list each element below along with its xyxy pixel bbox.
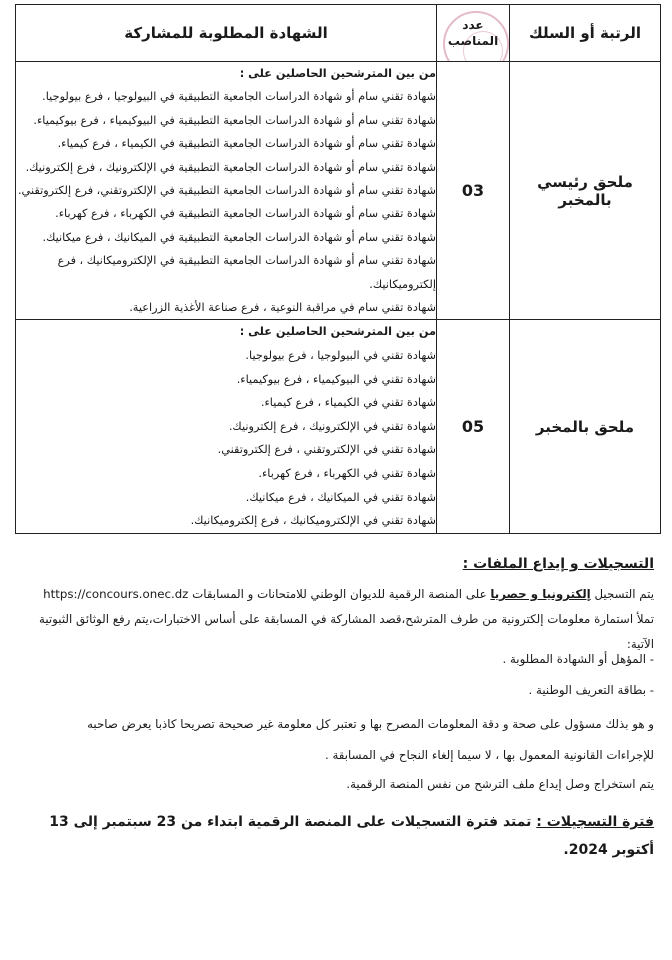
registration-period-text: تمتد فترة التسجيلات على المنصة الرقمية ابتداء من 23 سبتمبر إلى 13 أكتوبر 2024. (49, 814, 654, 858)
qualifications-cell (16, 320, 437, 533)
positions-table (15, 4, 661, 534)
table-row (16, 62, 661, 320)
table-row (16, 320, 661, 533)
receipt-note: يتم استخراج وصل إيداع ملف الترشح من نفس المنصة الرقمية. (346, 777, 654, 791)
qualification-line: شهادة تقني في الكيمياء ، فرع كيمياء. (260, 396, 436, 410)
qualification-line: شهادة تقني سام أو شهادة الدراسات الجامعية التطبيقية في البيوكيمياء ، فرع بيوكيمياء. (33, 113, 436, 127)
rank-cell: ملحق بالمخبر (510, 320, 661, 533)
qualification-line: شهادة تقني في البيوكيمياء ، فرع بيوكيمياء. (236, 372, 436, 386)
qualification-line: شهادة تقني سام أو شهادة الدراسات الجامعية التطبيقية في الإلكتروتقني، فرع إلكتروتقني. (17, 184, 436, 198)
qualification-line: شهادة تقني سام أو شهادة الدراسات الجامعية التطبيقية في البيولوجيا ، فرع بيولوجيا. (42, 90, 436, 104)
qualification-line: شهادة تقني في الإلكتروتقني ، فرع إلكتروتقني. (217, 443, 436, 457)
responsibility-line-1: و هو بذلك مسؤول على صحة و دقة المعلومات المصرح بها و تعتبر كل معلومة غير صحيحة تصريحا كاذبا يعرض صاحبه (87, 717, 654, 731)
qualification-line: شهادة تقني سام أو شهادة الدراسات الجامعية التطبيقية في الإلكترونيك ، فرع إلكترونيك. (25, 160, 436, 174)
qualifications-intro: من بين المترشحين الحاصلين على : (239, 67, 436, 80)
qualification-line: إلكتروميكانيك. (369, 277, 436, 291)
qualification-line: شهادة تقني في الميكانيك ، فرع ميكانيك. (245, 490, 436, 504)
header-rank: الرتبة أو السلك (510, 5, 661, 62)
qualification-line: شهادة تقني في الإلكترونيك ، فرع إلكترونيك. (228, 419, 436, 433)
qualification-line: شهادة تقني سام أو شهادة الدراسات الجامعية التطبيقية في الإلكتروميكانيك ، فرع (57, 254, 436, 268)
positions-count-cell: 03 (437, 62, 510, 320)
emphasis-online: إلكترونيا و حصريا (490, 587, 591, 601)
registration-paragraph-1: يتم التسجيل إلكترونيا و حصريا على المنصة الرقمية للديوان الوطني للامتحانات و المسابقات https://concours.onec.dz (43, 587, 654, 601)
qualification-line: شهادة تقني في الكهرباء ، فرع كهرباء. (258, 467, 436, 481)
header-qualification: الشهادة المطلوبة للمشاركة (16, 5, 437, 62)
header-count: عدد المناصب (437, 5, 510, 62)
qualification-line: شهادة تقني سام في مراقبة النوعية ، فرع صناعة الأغذية الزراعية. (129, 301, 436, 315)
positions-count-cell: 05 (437, 320, 510, 533)
qualifications-intro: من بين المترشحين الحاصلين على : (239, 325, 436, 339)
table-header-row (16, 5, 661, 62)
onec-platform-link[interactable]: https://concours.onec.dz (43, 587, 189, 601)
qualification-line: شهادة تقني في البيولوجيا ، فرع بيولوجيا. (245, 349, 436, 363)
rank-cell: ملحق رئيسي بالمخبر (510, 62, 661, 320)
qualifications-cell (16, 62, 437, 320)
qualification-line: شهادة تقني سام أو شهادة الدراسات الجامعية التطبيقية في الكيمياء ، فرع كيمياء. (57, 137, 436, 151)
required-doc-2: - بطاقة التعريف الوطنية . (528, 683, 654, 697)
registration-title: التسجيلات و إيداع الملفات : (462, 556, 654, 572)
registration-period (14, 808, 654, 864)
registration-paragraph-2: تملأ استمارة معلومات إلكترونية من طرف المترشح،قصد المشاركة في المسابقة على أساس الاختبارات،يتم رفع الوثائق الثبوتية الآتية: (39, 612, 654, 651)
qualification-line: شهادة تقني سام أو شهادة الدراسات الجامعية التطبيقية في الميكانيك ، فرع ميكانيك. (42, 230, 436, 244)
qualification-line: شهادة تقني في الإلكتروميكانيك ، فرع إلكتروميكانيك. (190, 514, 436, 528)
responsibility-line-2: للإجراءات القانونية المعمول بها ، لا سيما إلغاء النجاح في المسابقة . (324, 748, 654, 762)
qualification-line: شهادة تقني سام أو شهادة الدراسات الجامعية التطبيقية في الكهرباء ، فرع كهرباء. (55, 207, 436, 221)
registration-period-label: فترة التسجيلات : (536, 814, 654, 830)
required-doc-1: - المؤهل أو الشهادة المطلوبة . (502, 652, 654, 666)
